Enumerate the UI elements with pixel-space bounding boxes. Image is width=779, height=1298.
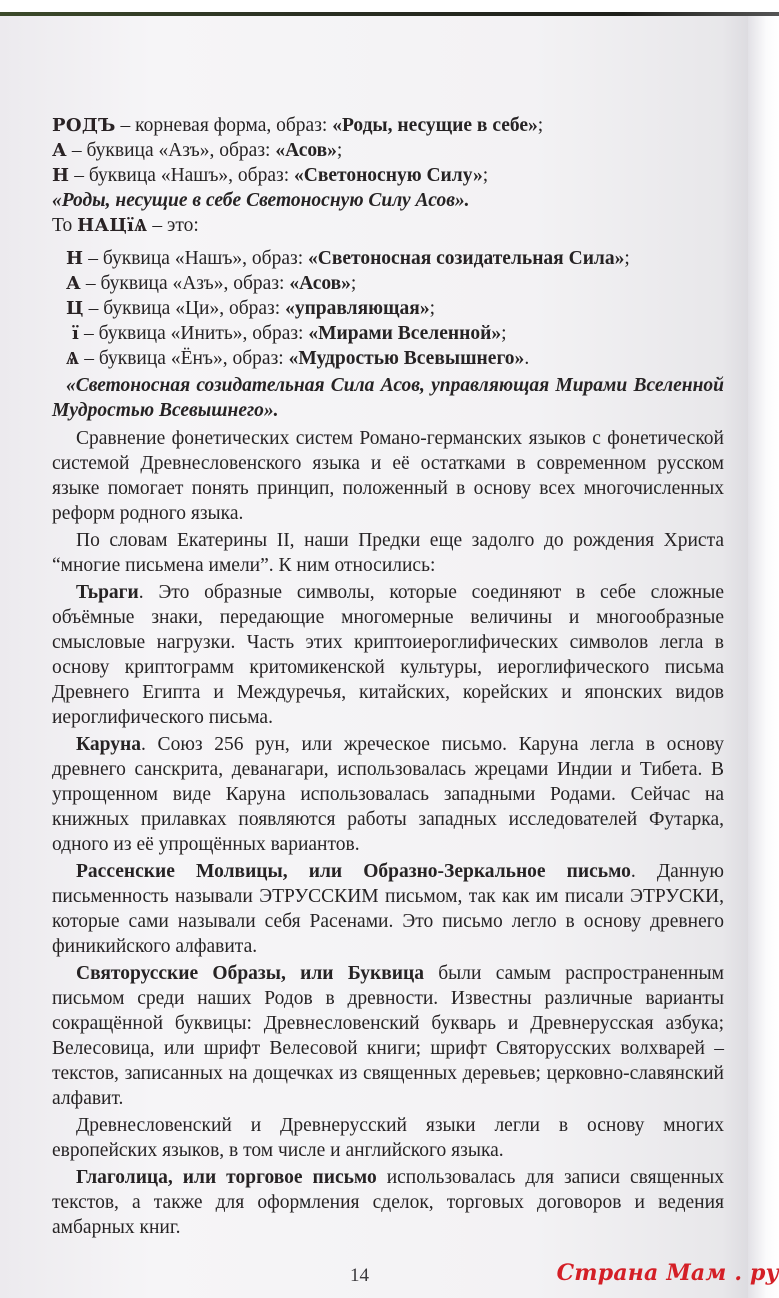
definition-line [52, 113, 724, 138]
definition-line [52, 138, 724, 163]
old-slavonic-letter: А [52, 140, 67, 161]
paragraph-languages [52, 1113, 724, 1163]
paragraph-text: . Союз 256 рун, или жреческое письмо. Каруна легла в основу древнего санскрита, деванагари, использовалась жрецами Индии и Тибета. В упрощенном виде Каруна использовалась западными Родами. Сейчас на книжных прилавках появляются работы западных исследователей Футарка, одного из её упрощённых вариантов. [52, 734, 724, 855]
definition-text: – буквица «Азъ», образ: [80, 273, 290, 294]
paragraph-rassenian [52, 859, 724, 959]
definitions-block-rod [52, 113, 724, 238]
paragraph-text: Сравнение фонетических систем Романо-германских языков с фонетической системой Древнесловенского языка и её остатками в современном русском языке помогает понять принцип, положенный в основу всех многочисленных реформ родного языка. [52, 428, 724, 524]
old-slavonic-letter: А [66, 273, 81, 294]
definition-image: «управляющая» [285, 298, 430, 319]
paragraph-term: Рассенские Молвицы, или Образно-Зеркальное письмо [76, 861, 631, 882]
definition-tail: ; [501, 323, 507, 344]
definition-line [52, 163, 724, 188]
paragraph-karuna [52, 732, 724, 857]
definition-image: «Асов» [275, 140, 337, 161]
paragraph-text: . Данную письменность называли ЭТРУССКИМ письмом, так как им писали ЭТРУСКИ, которые сами называли себя Расенами. Это письмо легло в основу древнего финикийского алфавита. [52, 861, 724, 957]
definition-text: – буквица «Нашъ», образ: [69, 165, 294, 186]
summary-rod: «Роды, несущие в себе Светоносную Силу Асов». [52, 190, 470, 211]
definition-image: «Мудростью Всевышнего» [288, 348, 525, 369]
paragraph-bukvitsa [52, 961, 724, 1111]
paragraph-term: Каруна [76, 734, 141, 755]
definition-text: – буквица «Ёнъ», образ: [79, 348, 289, 369]
nacia-prefix: То [52, 215, 78, 236]
definition-text: – буквица «Азъ», образ: [66, 140, 276, 161]
old-slavonic-letter: Ц [66, 298, 84, 319]
old-slavonic-letter: Н [52, 165, 70, 186]
paragraph-glagolitic [52, 1165, 724, 1240]
definition-text: – корневая форма, образ: [115, 115, 333, 136]
nacia-intro [52, 213, 724, 238]
paragraph-text: использовалась для записи священных текстов, а также для оформления сделок, торговых договоров и ведения амбарных книг. [52, 1167, 724, 1238]
definition-tail: ; [336, 140, 343, 161]
definition-image: «Светоносная созидательная Сила» [307, 248, 625, 269]
paragraph-catherine [52, 528, 724, 578]
page-footer [52, 1258, 779, 1298]
page-content [52, 113, 724, 1240]
paragraph-term: Святорусские Образы, или Буквица [76, 963, 424, 984]
definitions-block-nacia [52, 246, 724, 371]
definition-text: – буквица «Нашъ», образ: [83, 248, 308, 269]
paragraph-text: были самым распространенным письмом среди наших Родов в древности. Известны различные варианты сокращённой буквицы: Древнесловенский букварь и Древнерусская азбука; Велесовица, или шрифт Велесовой книги; шрифт Святорусских волхварей – текстов, записанных на дощечках из священных деревьев; церковно-славянский алфавит. [52, 963, 724, 1109]
definition-image: «Светоносную Силу» [293, 165, 483, 186]
paragraph-term: Глаголица, или торговое письмо [76, 1167, 377, 1188]
definition-line [66, 271, 724, 296]
old-slavonic-word: НАЦїѦ [77, 215, 148, 236]
paragraph-term: Тьраги [76, 582, 139, 603]
paragraph-text: Древнесловенский и Древнерусский языки легли в основу многих европейских языков, в том числе и английского языка. [52, 1115, 724, 1161]
definition-line [66, 246, 724, 271]
old-slavonic-letter: ї [72, 323, 80, 344]
definition-line [66, 296, 724, 321]
paragraph-traghi [52, 580, 724, 730]
definition-line [66, 321, 724, 346]
definition-image: «Асов» [289, 273, 351, 294]
definition-tail: ; [429, 298, 435, 319]
definition-text: – буквица «Ци», образ: [83, 298, 286, 319]
paragraph-text: . Это образные символы, которые соединяют в себе сложные объёмные знаки, передающие многомерные величины и многообразные смысловые нагрузки. Часть этих криптоиероглифических символов легла в основу криптограмм критомикенской культуры, иероглифического письма Древнего Египта и Междуречья, китайских, корейских и японских видов иероглифического письма. [52, 582, 724, 728]
body-paragraphs [52, 426, 724, 1240]
definition-text: – буквица «Инить», образ: [79, 323, 309, 344]
paragraph-text: По словам Екатерины II, наши Предки еще задолго до рождения Христа “многие письмена имели”. К ним относились: [52, 530, 724, 576]
definition-image: «Роды, несущие в себе» [332, 115, 538, 136]
definition-tail: ; [350, 273, 357, 294]
site-watermark-logo: Страна Мам . ру [556, 1260, 779, 1286]
old-slavonic-word: РОДЪ [52, 115, 116, 136]
definition-line [66, 346, 724, 371]
summary-nacia: «Светоносная созидательная Сила Асов, управляющая Мирами Вселенной Мудростью Всевышнего». [52, 375, 724, 421]
page-gutter-edge [748, 16, 779, 1298]
nacia-suffix: – это: [147, 215, 199, 236]
old-slavonic-letter: Ѧ [66, 348, 80, 369]
page-number: 14 [350, 1265, 369, 1286]
definition-image: «Мирами Вселенной» [308, 323, 502, 344]
definition-tail: ; [537, 115, 544, 136]
old-slavonic-letter: Н [66, 248, 84, 269]
paragraph-comparison [52, 426, 724, 526]
definition-tail: . [524, 348, 530, 369]
definition-tail: ; [624, 248, 630, 269]
definition-tail: ; [482, 165, 489, 186]
